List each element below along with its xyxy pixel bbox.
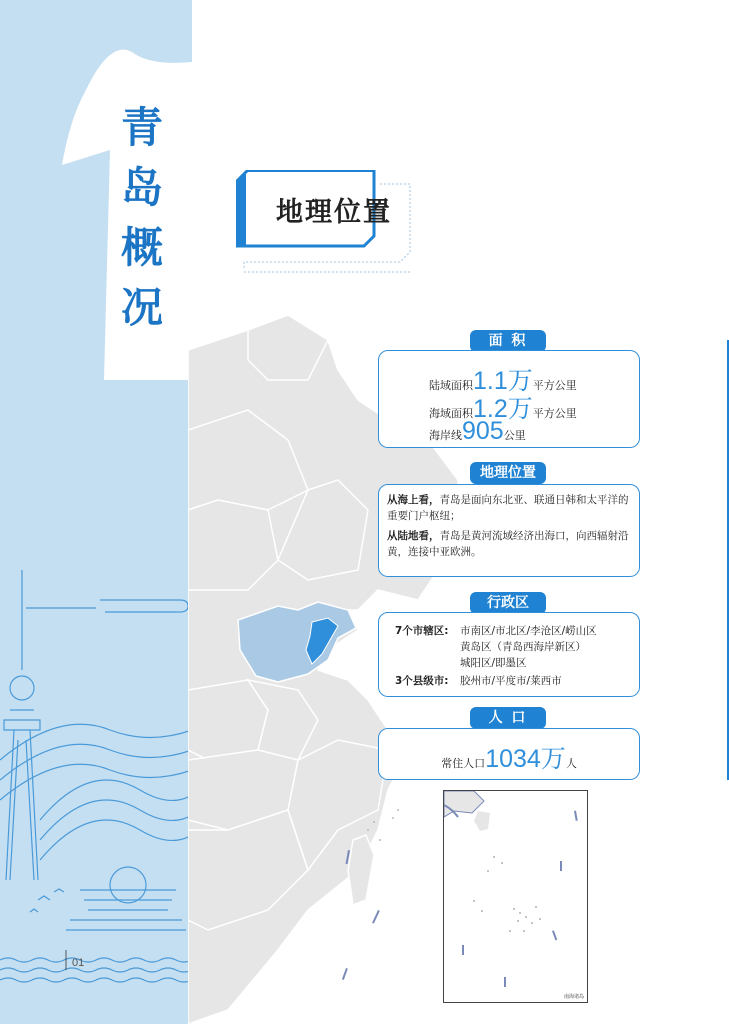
- districts-line3: 城阳区/即墨区: [460, 657, 527, 669]
- sea-area-value: 1.2万: [473, 395, 533, 423]
- coastline-row: [429, 417, 526, 446]
- location-card: [378, 484, 640, 577]
- districts-line2: 黄岛区（青岛西海岸新区）: [460, 641, 586, 653]
- area-card-label: 面 积: [470, 330, 546, 352]
- chapter-title-char: 岛: [120, 163, 163, 212]
- population-row: [379, 739, 639, 775]
- section-title: 地理位置: [276, 197, 392, 228]
- sea-area-label: 海域面积: [429, 407, 473, 420]
- cities-value: 胶州市/平度市/莱西市: [460, 675, 562, 687]
- land-view-text: [387, 528, 631, 560]
- chapter-title-char: 况: [120, 283, 163, 332]
- inset-map-shapes: [444, 791, 587, 1002]
- sea-area-unit: 平方公里: [532, 407, 577, 420]
- chapter-title: [112, 98, 172, 338]
- population-card: [378, 728, 640, 780]
- sea-view-body: 青岛是面向东北亚、联通日韩和太平洋的重要门户枢纽；: [387, 494, 629, 522]
- area-card: [378, 350, 640, 448]
- population-value: 1034万: [485, 745, 566, 773]
- land-area-unit: 平方公里: [532, 379, 577, 392]
- cities-label: 3个县级市:: [395, 675, 449, 687]
- land-view-lead: 从陆地看，: [387, 530, 440, 542]
- population-label: 常住人口: [441, 757, 486, 770]
- coastline-label: 海岸线: [429, 429, 462, 442]
- land-area-value: 1.1万: [473, 367, 533, 395]
- population-card-label: 人 口: [470, 707, 546, 729]
- admin-card: [378, 612, 640, 697]
- coastline-unit: 公里: [503, 429, 526, 442]
- districts-label: 7个市辖区:: [395, 625, 449, 637]
- population-unit: 人: [565, 757, 577, 770]
- land-view-body: 青岛是黄河流域经济出海口，向西辐射沿黄，连接中亚欧洲。: [387, 530, 629, 558]
- coastline-value: 905: [462, 417, 504, 445]
- chapter-title-char: 概: [120, 223, 163, 272]
- admin-card-label: 行政区: [470, 592, 546, 614]
- inset-caption: 南海诸岛: [563, 994, 584, 1000]
- south-china-sea-inset: [443, 790, 588, 1003]
- chapter-title-char: 青: [120, 103, 163, 152]
- sea-view-text: [387, 492, 631, 524]
- tv-tower-illustration: [0, 560, 192, 1024]
- districts-line1: 市南区/市北区/李沧区/崂山区: [460, 625, 597, 637]
- sea-view-lead: 从海上看，: [387, 494, 440, 506]
- page-number: 01: [72, 957, 85, 969]
- land-area-label: 陆域面积: [429, 379, 473, 392]
- location-card-label: 地理位置: [470, 462, 546, 484]
